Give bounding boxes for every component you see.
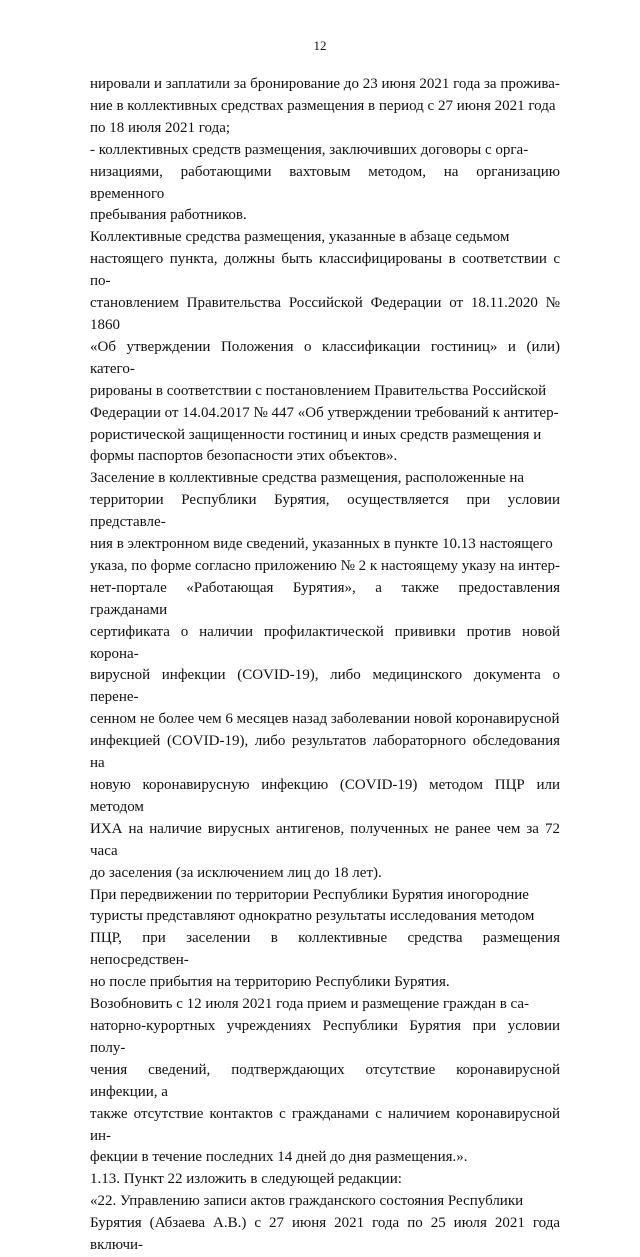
paragraph: Коллективные средства размещения, указанные в абзаце седьмом настоящего пункта, должны быть классифицированы в соответствии с по- становлением Правительства Российской Федерации от 18.11.2020 № 1860 «Об утверждении Положения о классификации гостиниц» и (или) катего- рированы в соответствии с постановлением Правительства Российской Федерации от 14.04.2017 № 447 «Об утверждении требований к антитер- рористической защищенности гостиниц и иных средств размещения и формы паспортов безопасности этих объектов». (90, 229, 560, 465)
page-number: 12 (313, 38, 327, 53)
paragraph: Возобновить с 12 июля 2021 года прием и размещение граждан в са- наторно-курортных учреждениях Республики Бурятия при условии полу- чения сведений, подтверждающих отсутствие коронавирусной инфекции, а также отсутствие контактов с гражданами с наличием коронавирусной ин- фекции в течение последних 14 дней до дня размещения.». (90, 996, 560, 1166)
paragraph: 1.13. Пункт 22 изложить в следующей редакции: (90, 1171, 402, 1188)
paragraph: нировали и заплатили за бронирование до 23 июня 2021 года за прожива- ние в коллективных средствах размещения в период с 27 июня 2021 года по 18 июля 2021 года; (90, 76, 560, 136)
document-body (90, 74, 560, 1257)
paragraph: «22. Управлению записи актов гражданского состояния Республики Бурятия (Абзаева А.В.) с 27 июня 2021 года по 25 июля 2021 года включи- (90, 1193, 560, 1254)
paragraph: - коллективных средств размещения, заключивших договоры с орга- низациями, работающими вахтовым методом, на организацию временного пребывания работников. (90, 141, 560, 224)
paragraph: При передвижении по территории Республики Бурятия иногородние туристы представляют однократно результаты исследования методом ПЦР, при заселении в коллективные средства размещения непосредствен- но после прибытия на территорию Республики Бурятия. (90, 886, 560, 991)
paragraph: Заселение в коллективные средства размещения, расположенные на территории Республики Бурятия, осуществляется при условии представле- ния в электронном виде сведений, указанных в пункте 10.13 настоящего указа, по форме согласно приложению № 2 к настоящему указу на интер- нет-портале «Работающая Бурятия», а также предоставления гражданами сертификата о наличии профилактической прививки против новой корона- вирусной инфекции (COVID-19), либо медицинского документа о перене- сенном не более чем 6 месяцев назад заболевании новой коронавирусной инфекцией (COVID-19), либо результатов лабораторного обследования на новую коронавирусную инфекцию (COVID-19) методом ПЦР или методом ИХА на наличие вирусных антигенов, полученных не ранее чем за 72 часа до заселения (за исключением лиц до 18 лет). (90, 470, 560, 881)
